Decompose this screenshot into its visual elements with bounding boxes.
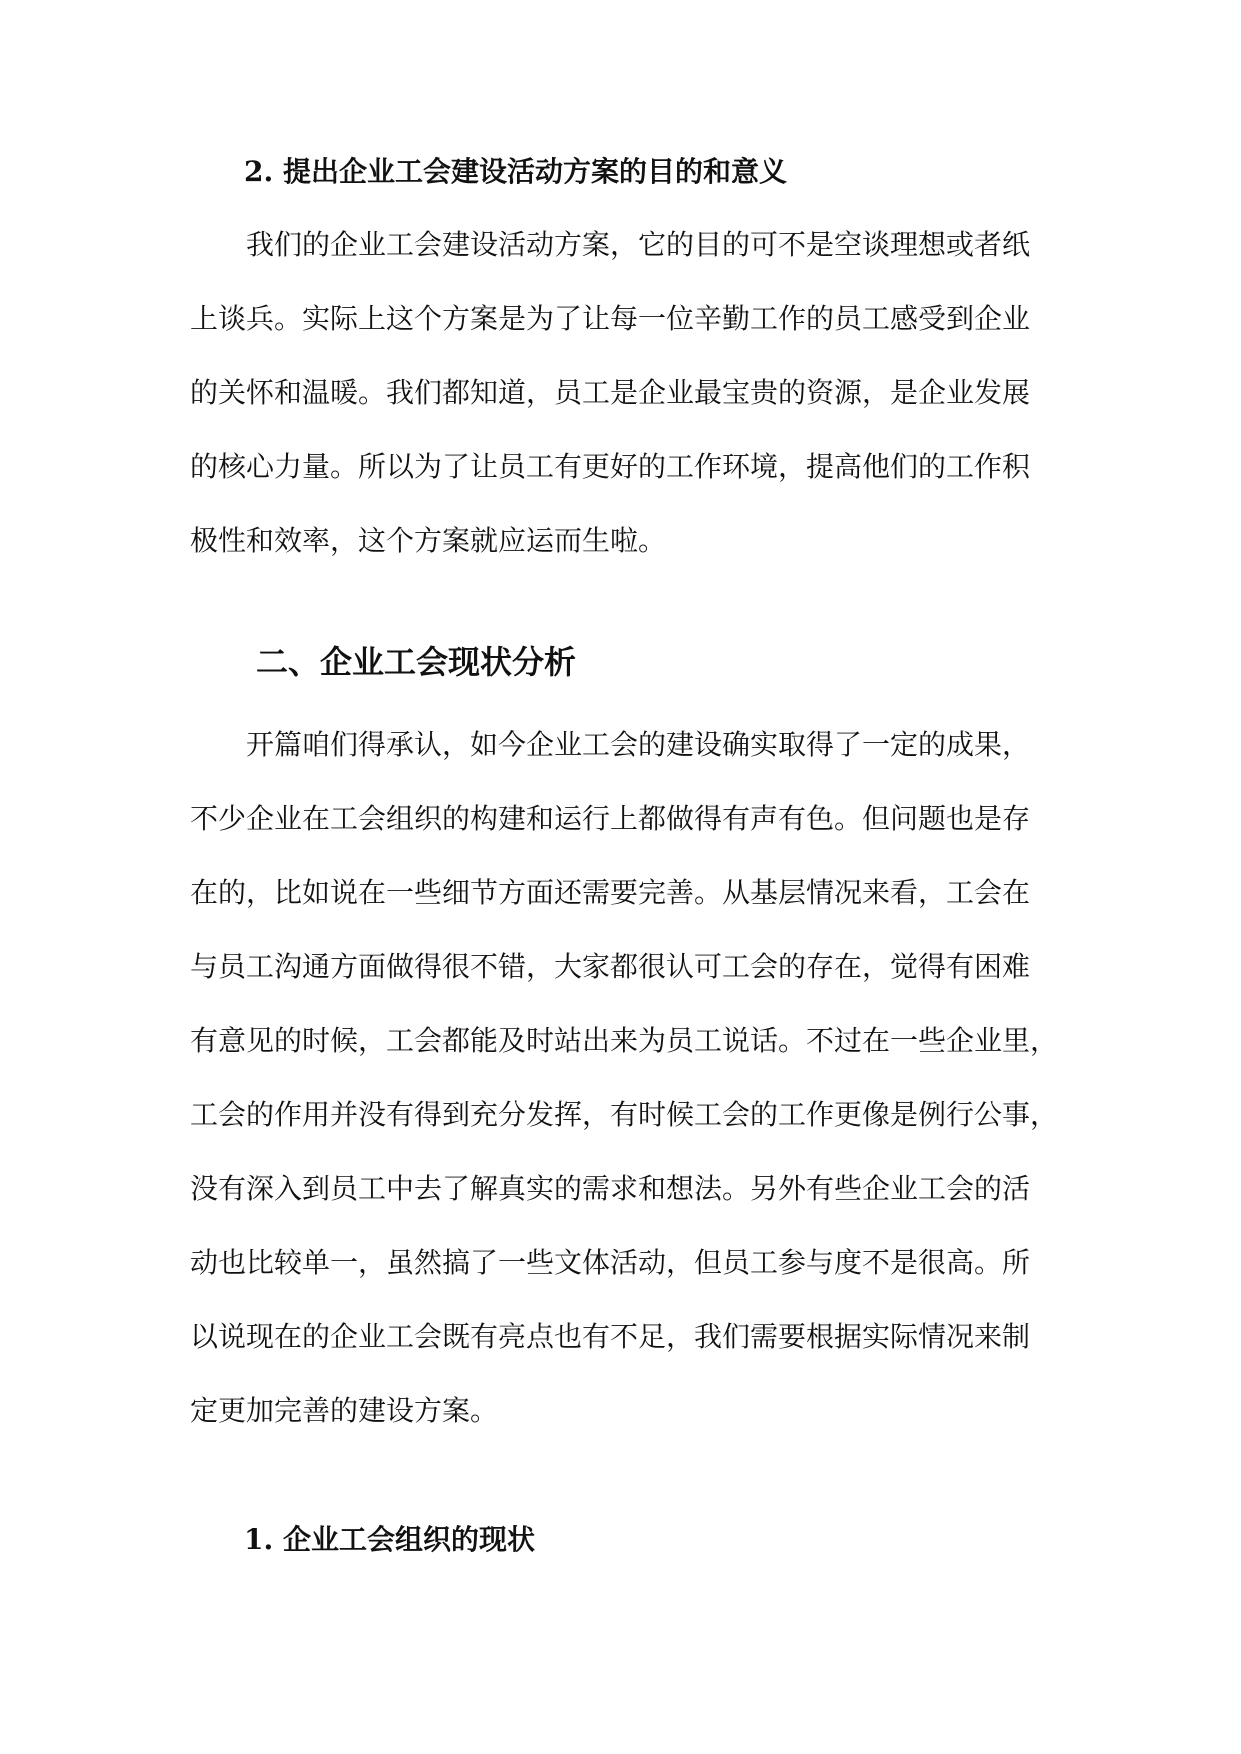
- paragraph-line: 在的，比如说在一些细节方面还需要完善。从基层情况来看，工会在: [190, 876, 1031, 909]
- paragraph-line: 与员工沟通方面做得很不错，大家都很认可工会的存在，觉得有困难: [190, 950, 1031, 983]
- paragraph-line: 极性和效率，这个方案就应运而生啦。: [190, 524, 667, 557]
- paragraph-line: 以说现在的企业工会既有亮点也有不足，我们需要根据实际情况来制: [190, 1320, 1031, 1353]
- paragraph-line: 的关怀和温暖。我们都知道，员工是企业最宝贵的资源，是企业发展: [190, 376, 1031, 409]
- paragraph-line: 我们的企业工会建设活动方案，它的目的可不是空谈理想或者纸: [190, 228, 1031, 261]
- paragraph-line: 不少企业在工会组织的构建和运行上都做得有声有色。但问题也是存: [190, 802, 1031, 835]
- paragraph-line: 没有深入到员工中去了解真实的需求和想法。另外有些企业工会的活: [190, 1172, 1031, 1205]
- paragraph-line: 有意见的时候，工会都能及时站出来为员工说话。不过在一些企业里，: [190, 1024, 1059, 1057]
- paragraph-line: 开篇咱们得承认，如今企业工会的建设确实取得了一定的成果，: [190, 728, 1031, 761]
- paragraph-line: 上谈兵。实际上这个方案是为了让每一位辛勤工作的员工感受到企业: [190, 302, 1031, 335]
- section-heading-purpose: 2. 提出企业工会建设活动方案的目的和意义: [244, 155, 787, 188]
- paragraph-line: 动也比较单一，虽然搞了一些文体活动，但员工参与度不是很高。所: [190, 1246, 1031, 1279]
- section-heading-org: 1. 企业工会组织的现状: [244, 1523, 535, 1556]
- paragraph-status: [190, 708, 1060, 1448]
- paragraph-line: 的核心力量。所以为了让员工有更好的工作环境，提高他们的工作积: [190, 450, 1031, 483]
- paragraph-line: 定更加完善的建设方案。: [190, 1394, 499, 1427]
- chapter-heading-status: 二、企业工会现状分析: [256, 643, 577, 681]
- paragraph-purpose: [190, 208, 1060, 578]
- paragraph-line: 工会的作用并没有得到充分发挥，有时候工会的工作更像是例行公事，: [190, 1098, 1059, 1131]
